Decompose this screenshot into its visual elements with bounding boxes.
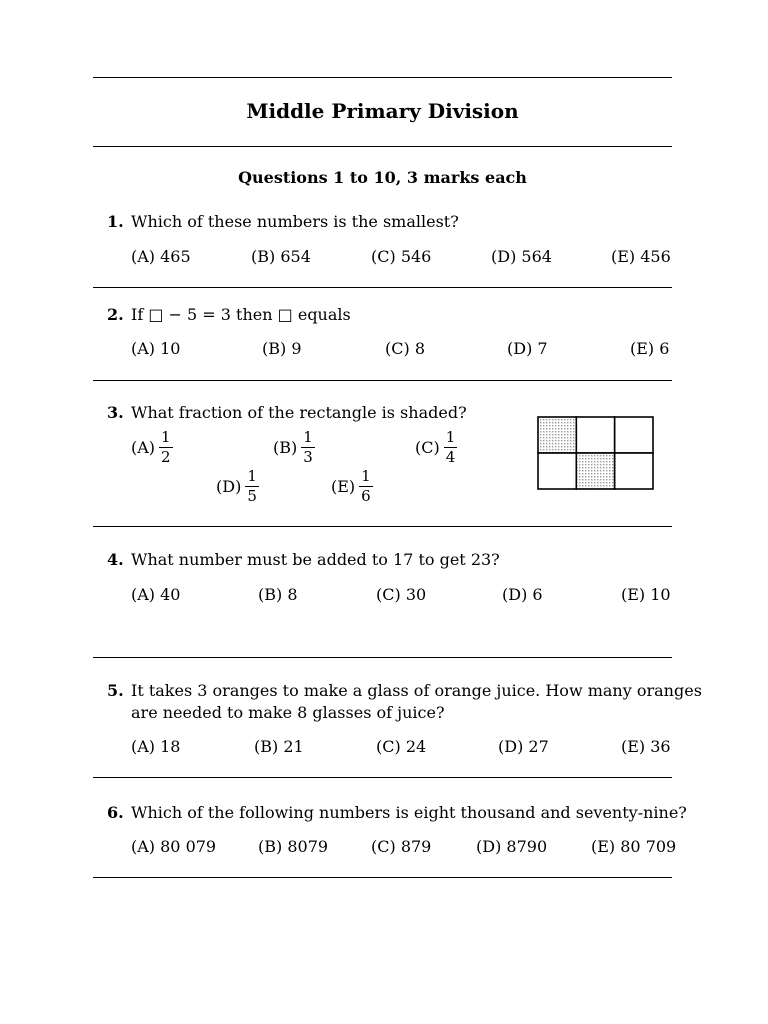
question-divider: [93, 380, 672, 381]
option-b: (B) 8079: [258, 837, 329, 856]
top-rule: [93, 77, 672, 78]
numerator: 1: [303, 428, 313, 446]
option-a: (A) 18: [131, 737, 181, 756]
grid-cell: [576, 417, 614, 453]
option-c: (C) 24: [376, 737, 427, 756]
option-d: (D) 8790: [476, 837, 548, 856]
option-b: (B) 21: [254, 737, 304, 756]
option-a: [131, 429, 173, 466]
numerator: 1: [161, 428, 171, 446]
question-text: If □ − 5 = 3 then □ equals: [131, 305, 351, 324]
question-text: What fraction of the rectangle is shaded?: [131, 403, 467, 422]
option-e: (E) 10: [621, 585, 671, 604]
question-number: 1.: [107, 212, 124, 231]
denominator: 2: [161, 448, 171, 466]
question-number: 3.: [107, 403, 124, 422]
grid-cell: [538, 453, 576, 489]
option-label: (D): [216, 477, 242, 496]
option-label: (C): [415, 438, 440, 457]
option-e: (E) 80 709: [591, 837, 677, 856]
option-b: [273, 429, 315, 466]
option-c: (C) 879: [371, 837, 432, 856]
page-title: Middle Primary Division: [246, 99, 519, 123]
option-a: (A) 80 079: [131, 837, 217, 856]
option-e: (E) 456: [611, 247, 671, 266]
shaded-rectangle-figure: [537, 416, 654, 490]
question-number: 2.: [107, 305, 124, 324]
option-a: (A) 10: [131, 339, 181, 358]
question-text-line-1: It takes 3 oranges to make a glass of orange juice. How many oranges: [131, 681, 702, 700]
question-divider: [93, 287, 672, 288]
option-e: (E) 36: [621, 737, 671, 756]
option-d: [216, 468, 259, 505]
fraction: [444, 429, 458, 466]
question-text: Which of these numbers is the smallest?: [131, 212, 459, 231]
fraction: [301, 429, 315, 466]
option-d: (D) 564: [491, 247, 552, 266]
question-divider: [93, 657, 672, 658]
option-d: (D) 27: [498, 737, 549, 756]
question-text-line-2: are needed to make 8 glasses of juice?: [131, 703, 445, 722]
denominator: 3: [303, 448, 313, 466]
question-number: 6.: [107, 803, 124, 822]
option-c: (C) 8: [385, 339, 425, 358]
question-text: What number must be added to 17 to get 23?: [131, 550, 500, 569]
question-text: Which of the following numbers is eight thousand and seventy-nine?: [131, 803, 687, 822]
bottom-rule: [93, 877, 672, 878]
option-label: (B): [273, 438, 298, 457]
numerator: 1: [247, 467, 257, 485]
section-heading: Questions 1 to 10, 3 marks each: [238, 168, 527, 187]
option-c: (C) 546: [371, 247, 432, 266]
option-d: (D) 6: [502, 585, 543, 604]
option-c: (C) 30: [376, 585, 427, 604]
denominator: 6: [361, 487, 371, 505]
fraction: [359, 468, 373, 505]
fraction: [159, 429, 173, 466]
option-e: (E) 6: [630, 339, 670, 358]
grid-cell: [615, 453, 653, 489]
option-c: [415, 429, 457, 466]
question-number: 4.: [107, 550, 124, 569]
numerator: 1: [445, 428, 456, 446]
option-a: (A) 40: [131, 585, 181, 604]
option-b: (B) 654: [251, 247, 311, 266]
option-d: (D) 7: [507, 339, 548, 358]
question-number: 5.: [107, 681, 124, 700]
grid-cell: [615, 417, 653, 453]
question-divider: [93, 526, 672, 527]
shaded-cell: [576, 453, 614, 489]
numerator: 1: [361, 467, 371, 485]
option-label: (E): [331, 477, 356, 496]
question-divider: [93, 777, 672, 778]
option-a: (A) 465: [131, 247, 191, 266]
option-e: [331, 468, 373, 505]
denominator: 4: [445, 448, 456, 466]
option-b: (B) 8: [258, 585, 298, 604]
fraction: [245, 468, 259, 505]
shaded-cell: [538, 417, 576, 453]
option-b: (B) 9: [262, 339, 302, 358]
option-label: (A): [131, 438, 156, 457]
denominator: 5: [247, 487, 257, 505]
title-rule: [93, 146, 672, 147]
